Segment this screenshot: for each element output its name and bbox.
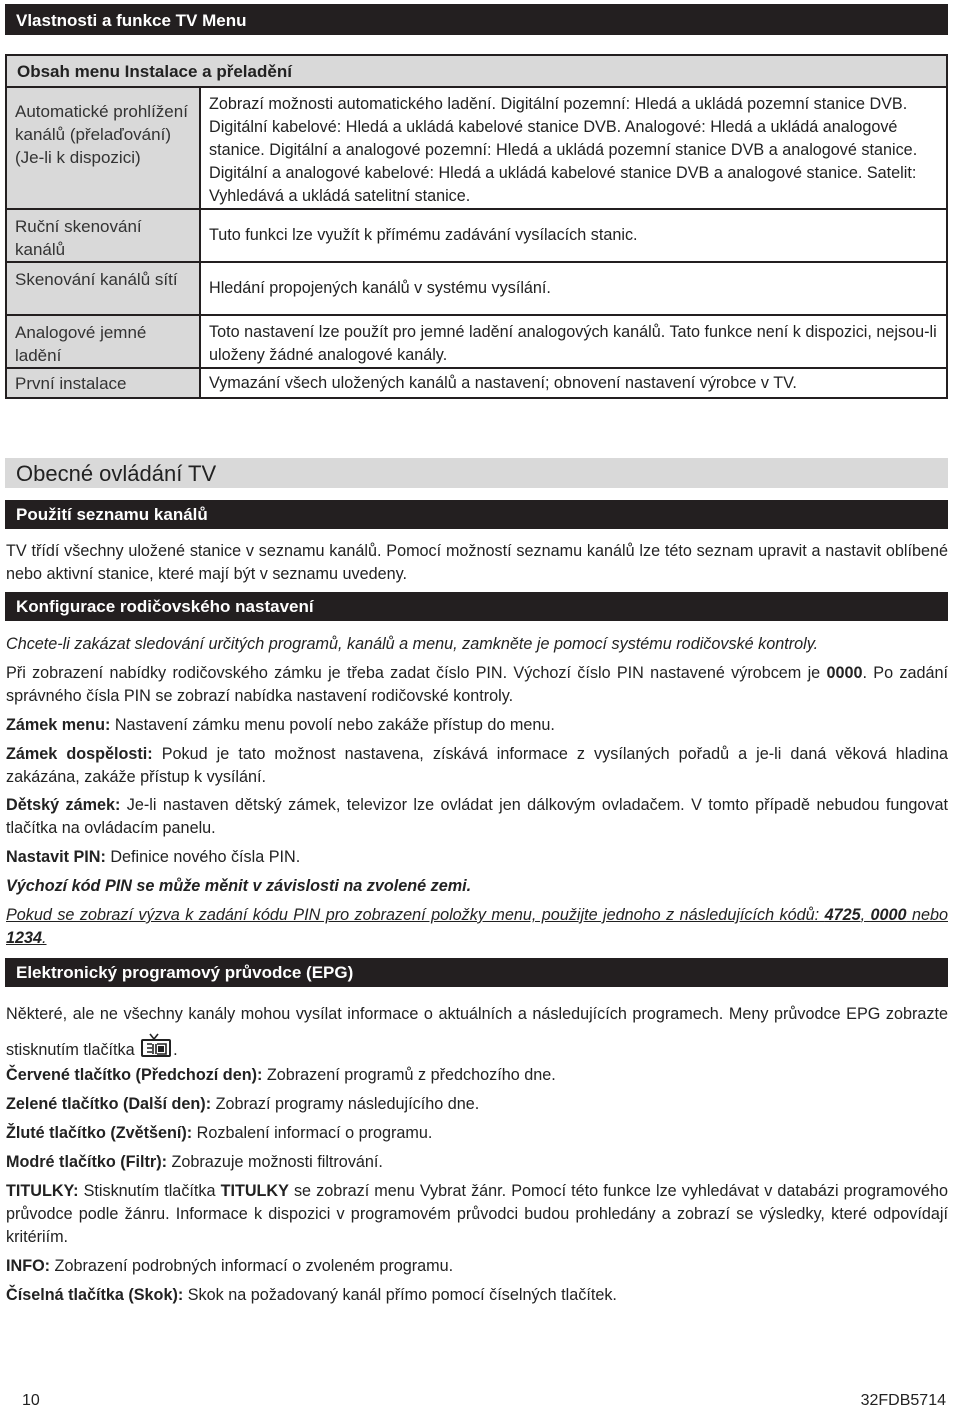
table-row [6, 262, 947, 315]
table-row [6, 209, 947, 262]
row-label: Ruční skenování kanálů [6, 209, 200, 262]
table-row [6, 368, 947, 398]
epg-yellow-button-text: Žluté tlačítko (Zvětšení): Rozbalení informací o programu. [6, 1124, 433, 1142]
maturity-lock-text: Zámek dospělosti: Pokud je tato možnost nastavena, získává informace z vysílaných pořadů a je-li daná věková hladina zakázána, zakáže přístup k vysílání. [6, 745, 949, 786]
channel-list-text: TV třídí všechny uložené stanice v seznamu kanálů. Pomocí možností seznamu kanálů lze této seznam upravit a nastavit oblíbené nebo aktivní stanice, které mají být v seznamu uvedeny. [6, 542, 948, 583]
pin-codes-note: Pokud se zobrazí výzva k zadání kódu PIN pro zobrazení položky menu, použijte jednoho z následujících kódů: 4725, 0000 nebo 1234. [6, 906, 948, 947]
epg-numeric-text: Číselná tlačítka (Skok): Skok na požadovaný kanál přímo pomocí číselných tlačítek. [6, 1286, 617, 1304]
epg-intro: Některé, ale ne všechny kanály mohou vysílat informace o aktuálních a následujících programech. Meny průvodce EPG zobrazte stisknutím tlačítka . [6, 1005, 948, 1059]
epg-title: Elektronický programový průvodce (EPG) [5, 958, 948, 987]
set-pin-text: Nastavit PIN: Definice nového čísla PIN. [6, 848, 301, 866]
row-label: Skenování kanálů sítí [6, 262, 200, 315]
epg-green-button-text: Zelené tlačítko (Další den): Zobrazí programy následujícího dne. [6, 1095, 480, 1113]
install-menu-table [5, 86, 948, 399]
install-menu-title: Obsah menu Instalace a přeladění [5, 54, 948, 88]
epg-info-text: INFO: Zobrazení podrobných informací o zvoleném programu. [6, 1257, 454, 1275]
channel-list-title: Použití seznamu kanálů [5, 500, 948, 529]
epg-subtitles-text: TITULKY: Stisknutím tlačítka TITULKY se zobrazí menu Vybrat žánr. Pomocí této funkce lze vyhledávat v databázi programového průvodce podle žánru. Informace k dispozici v programovém průvodci budou prohledány a zobrazí se výsledky, které odpovídají kritériím. [6, 1182, 948, 1246]
model-number: 32FDB5714 [860, 1392, 946, 1409]
page-number: 10 [22, 1392, 40, 1409]
table-row [6, 315, 947, 368]
parental-intro: Chcete-li zakázat sledování určitých programů, kanálů a menu, zamkněte je pomocí systému rodičovské kontroly. [6, 635, 819, 653]
row-description: Vymazání všech uložených kanálů a nastavení; obnovení nastavení výrobce v TV. [200, 368, 947, 398]
row-label: První instalace [6, 368, 200, 398]
row-label: Analogové jemné ladění [6, 315, 200, 368]
epg-blue-button-text: Modré tlačítko (Filtr): Zobrazuje možnosti filtrování. [6, 1153, 383, 1171]
page-header [5, 4, 948, 35]
row-description: Zobrazí možnosti automatického ladění. Digitální pozemní: Hledá a ukládá pozemní stanice DVB. Digitální kabelové: Hledá a ukládá kabelové stanice DVB. Analogové: Hledá a ukládá analogové stanice. Digitální a analogové pozemní: Hledá a ukládá pozemní stanice DVB a analogové stanice. Digitální a analogové kabelové: Hledá a ukládá kabelové stanice DVB a analogové stanice. Satelit: Vyhledává a ukládá satelitní stanice. [200, 87, 947, 209]
row-label: Automatické prohlížení kanálů (přelaďování) (Je-li k dispozici) [6, 87, 200, 209]
page-header-title: Vlastnosti a funkce TV Menu [16, 11, 247, 30]
child-lock-text: Dětský zámek: Je-li nastaven dětský zámek, televizor lze ovládat jen dálkovým ovladačem. V tomto případě nebudou fungovat tlačítka na ovládacím panelu. [6, 796, 948, 837]
general-section-title: Obecné ovládání TV [5, 458, 948, 488]
row-description: Hledání propojených kanálů v systému vysílání. [200, 262, 947, 315]
table-row [6, 87, 947, 209]
row-description: Tuto funkci lze využít k přímému zadávání vysílacích stanic. [200, 209, 947, 262]
pin-country-note: Výchozí kód PIN se může měnit v závislosti na zvolené zemi. [6, 877, 472, 895]
parental-pin-text: Při zobrazení nabídky rodičovského zámku je třeba zadat číslo PIN. Výchozí číslo PIN nastavené výrobcem je 0000. Po zadání správného čísla PIN se zobrazí nabídka nastavení rodičovské kontroly. [6, 664, 948, 705]
parental-title: Konfigurace rodičovského nastavení [5, 592, 948, 621]
menu-lock-text: Zámek menu: Nastavení zámku menu povolí nebo zakáže přístup do menu. [6, 716, 555, 734]
epg-red-button-text: Červené tlačítko (Předchozí den): Zobrazení programů z předchozího dne. [6, 1066, 556, 1084]
epg-guide-icon [139, 1032, 173, 1058]
row-description: Toto nastavení lze použít pro jemné ladění analogových kanálů. Tato funkce není k dispozici, nejsou-li uloženy žádné analogové kanály. [200, 315, 947, 368]
